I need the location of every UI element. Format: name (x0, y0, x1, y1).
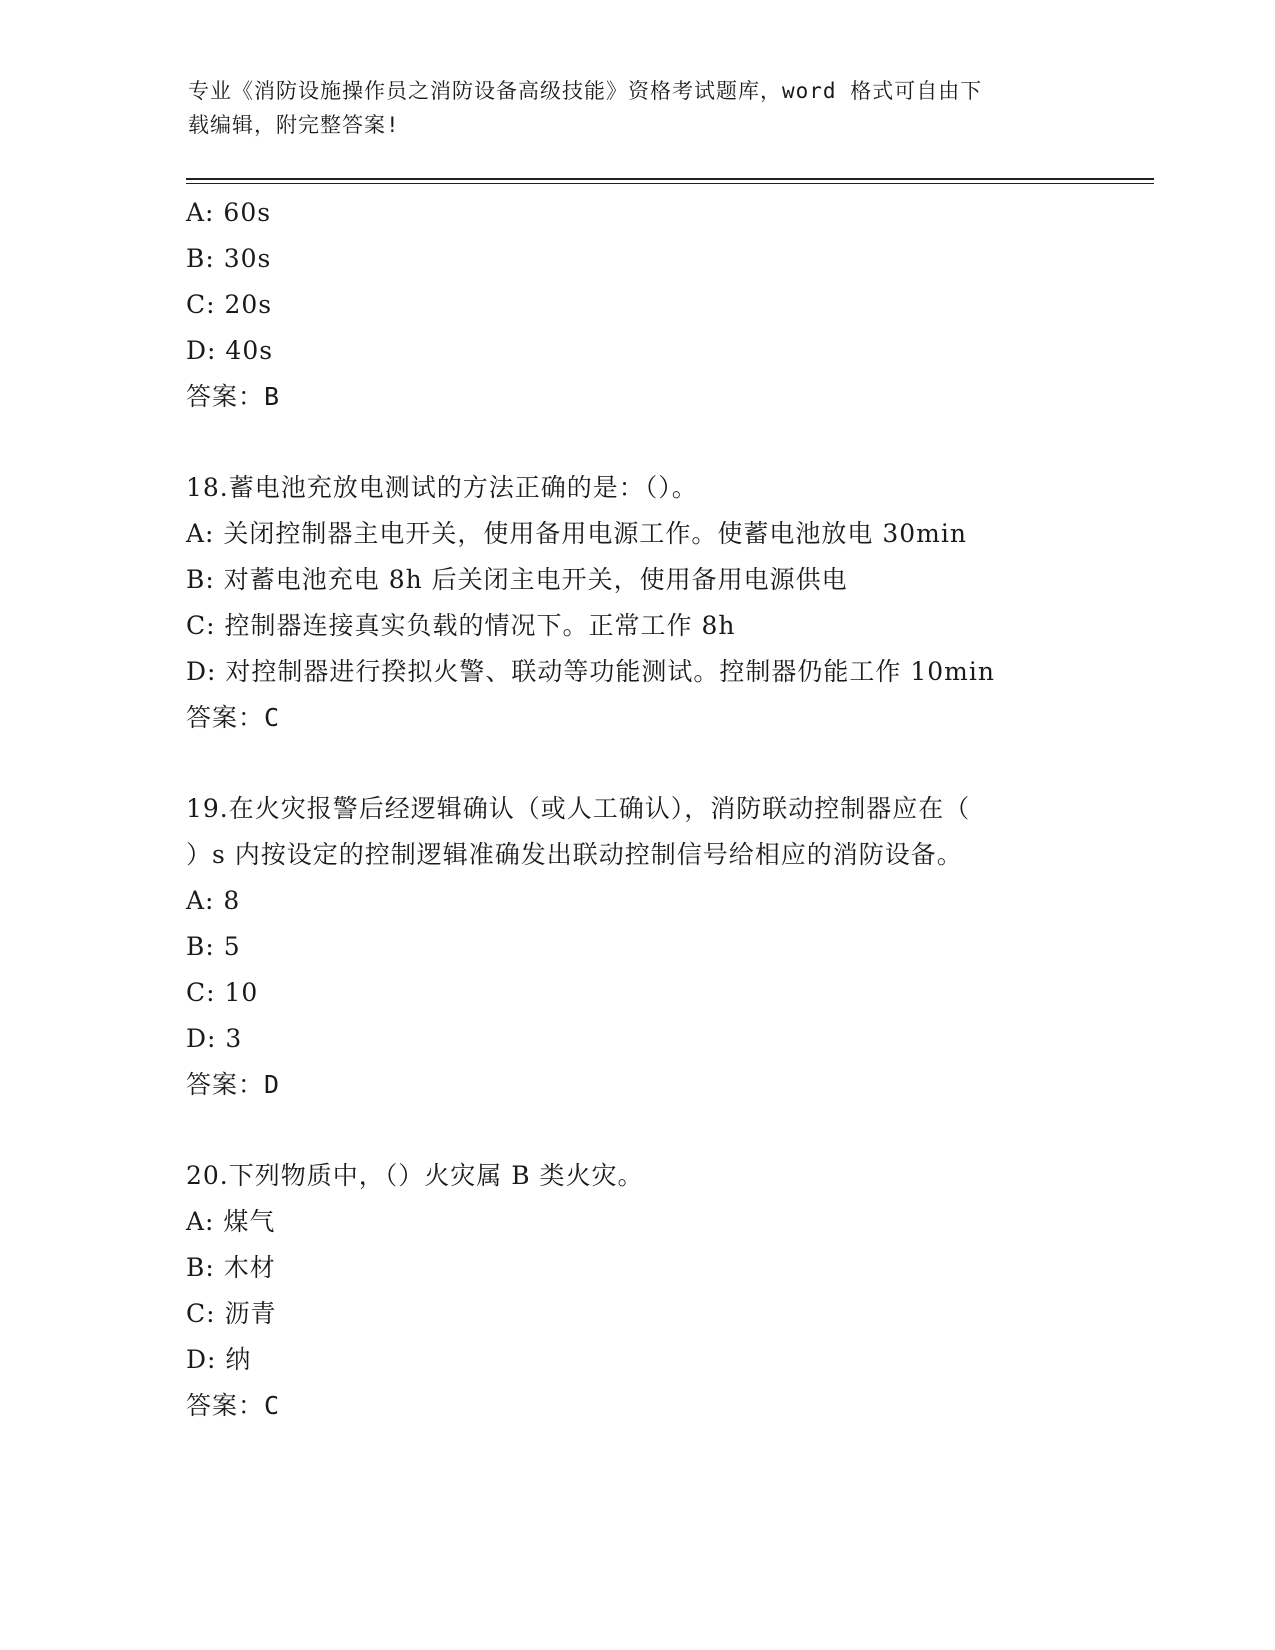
header-line-2: 载编辑，附完整答案! (188, 113, 400, 137)
option-a: A: 煤气 (186, 1207, 276, 1236)
option-c: C: 控制器连接真实负载的情况下。正常工作 8h (186, 611, 736, 640)
option-a: A: 60s (186, 198, 272, 227)
option-d: D: 对控制器进行揆拟火警、联动等功能测试。控制器仍能工作 10min (186, 657, 995, 686)
option-b: B: 木材 (186, 1253, 276, 1282)
option-b: B: 5 (186, 932, 241, 961)
question-content (186, 190, 1146, 1429)
spacer (186, 741, 1146, 786)
question-text: 18.蓄电池充放电测试的方法正确的是：（）。 (186, 473, 698, 502)
answer: 答案：D (186, 1070, 281, 1099)
option-d: D: 40s (186, 336, 274, 365)
spacer (186, 420, 1146, 465)
option-b: B: 对蓄电池充电 8h 后关闭主电开关，使用备用电源供电 (186, 565, 848, 594)
question-17 (186, 190, 1146, 420)
answer: 答案：B (186, 382, 281, 411)
question-19 (186, 786, 1146, 1108)
question-18 (186, 465, 1146, 741)
question-text-line-1: 19.在火灾报警后经逻辑确认（或人工确认），消防联动控制器应在（ (186, 794, 971, 823)
spacer (186, 1108, 1146, 1153)
option-a: A: 8 (186, 886, 241, 915)
option-a: A: 关闭控制器主电开关，使用备用电源工作。使蓄电池放电 30min (186, 519, 967, 548)
question-text: 20.下列物质中，（）火灾属 B 类火灾。 (186, 1161, 644, 1190)
option-b: B: 30s (186, 244, 272, 273)
option-c: C: 10 (186, 978, 259, 1007)
option-d: D: 纳 (186, 1345, 252, 1374)
question-text-line-2: ）s 内按设定的控制逻辑准确发出联动控制信号给相应的消防设备。 (186, 840, 963, 869)
option-d: D: 3 (186, 1024, 243, 1053)
document-header (188, 74, 1068, 142)
option-c: C: 20s (186, 290, 273, 319)
question-20 (186, 1153, 1146, 1429)
answer: 答案：C (186, 1391, 281, 1420)
header-rule-thick (186, 178, 1154, 180)
header-rule-thin (186, 183, 1154, 184)
header-line-1: 专业《消防设施操作员之消防设备高级技能》资格考试题库，word 格式可自由下 (188, 79, 983, 103)
option-c: C: 沥青 (186, 1299, 277, 1328)
answer: 答案：C (186, 703, 281, 732)
